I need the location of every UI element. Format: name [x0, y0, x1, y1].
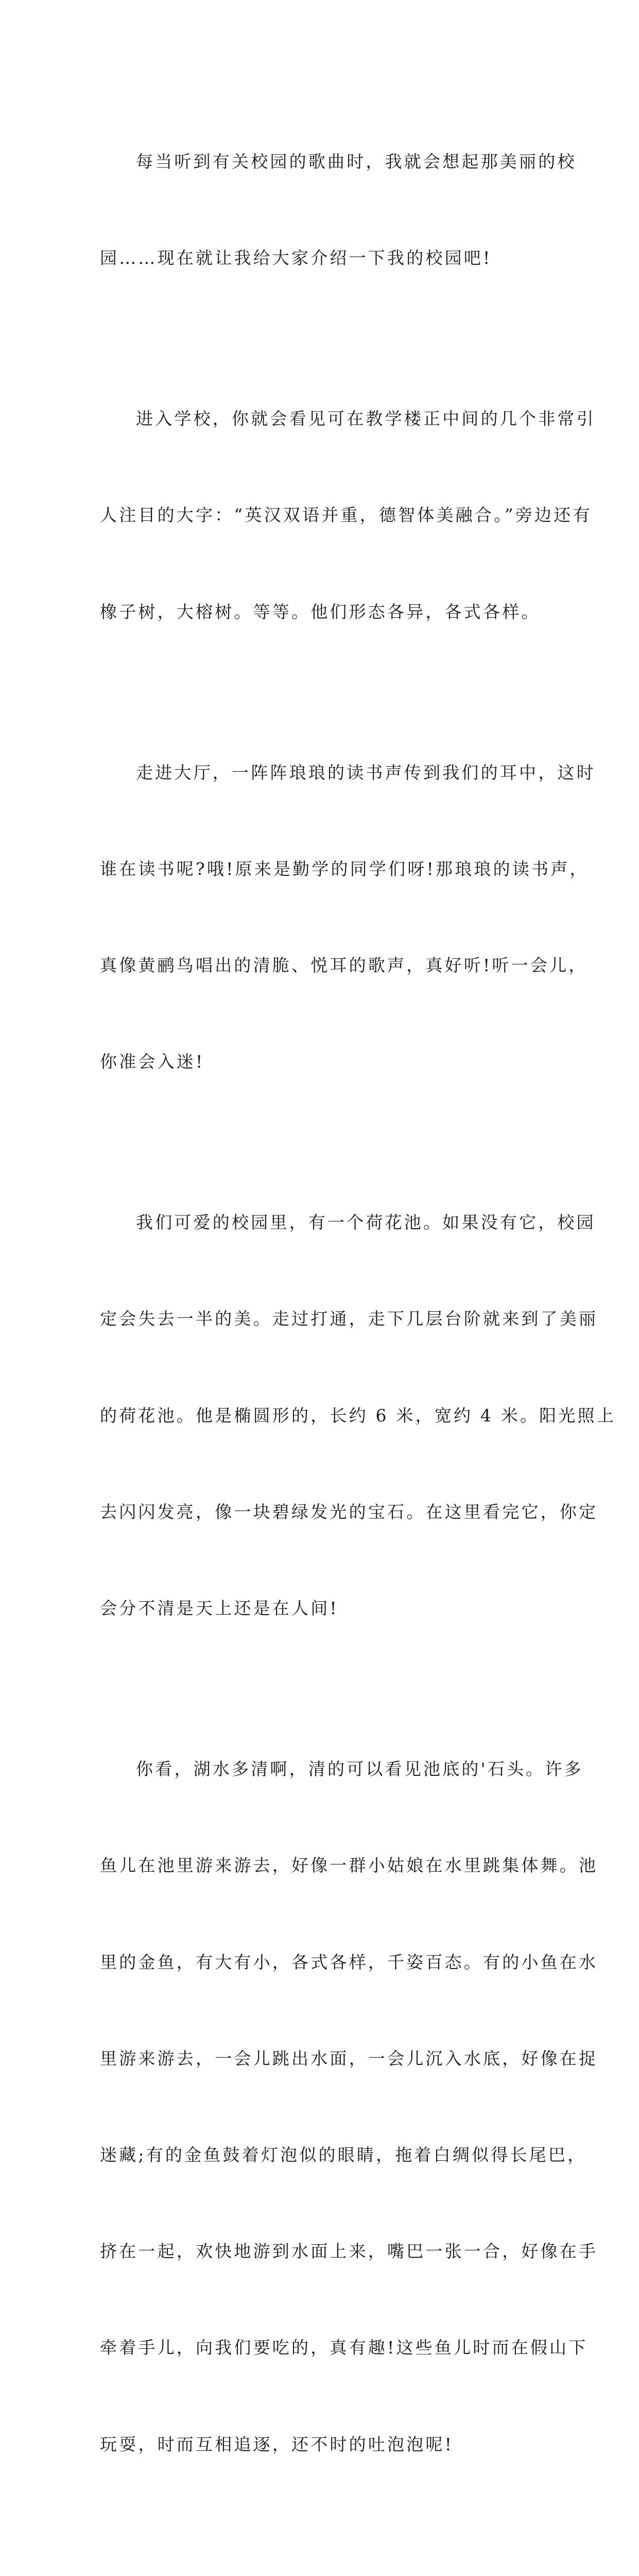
paragraph-line: 里的金鱼，有大有小，各式各样，千姿百态。有的小鱼在水: [100, 1952, 598, 1972]
paragraph-line: 定会失去一半的美。走过打通，走下几层台阶就来到了美丽: [100, 1309, 598, 1329]
paragraph-line: 你准会入迷!: [100, 1052, 205, 1072]
paragraph-2: [100, 338, 596, 692]
paragraph-3: [100, 692, 596, 1143]
document-body: [100, 81, 616, 2576]
paragraph-line: 去闪闪发亮，像一块碧绿发光的宝石。在这里看完它，你定: [100, 1501, 598, 1522]
paragraph-1: [100, 81, 577, 338]
paragraph-line: 的荷花池。他是椭圆形的，长约 6 米，宽约 4 米。阳光照上: [100, 1405, 616, 1426]
paragraph-line: 谁在读书呢?哦!原来是勤学的同学们呀!那琅琅的读书声，: [100, 858, 589, 879]
paragraph-line: 进入学校，你就会看见可在教学楼正中间的几个非常引: [136, 409, 596, 429]
paragraph-line: 我们可爱的校园里，有一个荷花池。如果没有它，校园: [136, 1212, 596, 1233]
paragraph-line: 鱼儿在池里游来游去，好像一群小姑娘在水里跳集体舞。池: [100, 1855, 598, 1876]
paragraph-6: [100, 2525, 546, 2576]
paragraph-line: 牵着手儿，向我们要吃的，真有趣!这些鱼儿时而在假山下: [100, 2337, 588, 2358]
paragraph-line: 迷藏;有的金鱼鼓着灯泡似的眼睛，拖着白绸似得长尾巴，: [100, 2145, 587, 2165]
paragraph-line: 橡子树，大榕树。等等。他们形态各异，各式各样。: [100, 601, 541, 622]
paragraph-line: 人注目的大字：“英汉双语并重，德智体美融合。”旁边还有: [100, 505, 592, 526]
paragraph-line: 会分不清是天上还是在人间!: [100, 1598, 339, 1619]
paragraph-line: 园……现在就让我给大家介绍一下我的校园吧!: [100, 248, 492, 268]
paragraph-line: 你看，湖水多清啊，清的可以看见池底的'石头。许多: [136, 1759, 583, 1780]
paragraph-line: 里游来游去，一会儿跳出水面，一会儿沉入水底，好像在捉: [100, 2048, 598, 2069]
paragraph-line: 每当听到有关校园的歌曲时，我就会想起那美丽的校: [136, 151, 577, 172]
paragraph-line: 挤在一起，欢快地游到水面上来，嘴巴一张一合，好像在手: [100, 2241, 598, 2262]
paragraph-line: 真像黄鹂鸟唱出的清脆、悦耳的歌声，真好听!听一会儿，: [100, 955, 588, 975]
paragraph-line: 玩耍，时而互相追逐，还不时的吐泡泡呢!: [100, 2434, 454, 2454]
paragraph-5: [100, 1689, 598, 2525]
paragraph-4: [100, 1142, 616, 1689]
paragraph-line: 走进大厅，一阵阵琅琅的读书声传到我们的耳中，这时: [136, 762, 596, 783]
